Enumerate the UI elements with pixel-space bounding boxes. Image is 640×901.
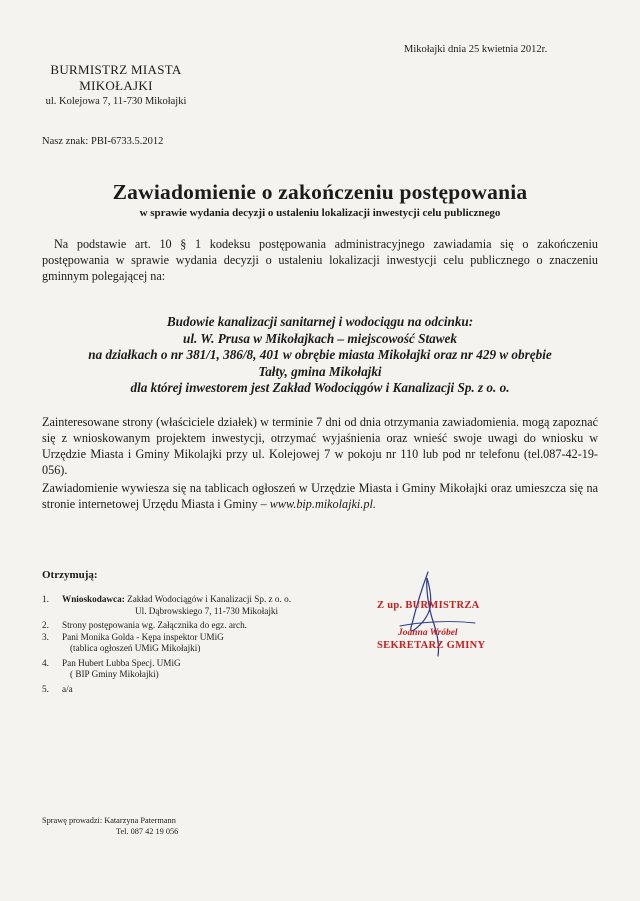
handwritten-signature — [370, 568, 500, 668]
publication-text: Zawiadomienie wywiesza się na tablicach ogłoszeń w Urzędzie Miasta i Gminy Mikołajki oraz umieszcza się na stronie internetowej Urzędu Miasta i Gminy – — [42, 481, 598, 511]
stamp-line-2: Joanna Wróbel — [398, 628, 458, 638]
applicant-address: Ul. Dąbrowskiego 7, 11-730 Mikołajki — [135, 605, 279, 616]
recipient-text: Pan Hubert Lubba Specj. UMiG — [62, 657, 181, 668]
footer-contact — [42, 815, 178, 837]
list-item — [42, 594, 291, 606]
case-officer: Sprawę prowadzi: Katarzyna Patermann — [42, 816, 176, 825]
list-item — [42, 632, 291, 644]
stamp-line-3: SEKRETARZ GMINY — [377, 640, 486, 651]
stamp-line-1: Z up. BURMISTRZA — [377, 600, 480, 611]
document-date: Mikołajki dnia 25 kwietnia 2012r. — [404, 44, 548, 55]
list-number: 2. — [42, 620, 49, 630]
applicant-label: Wnioskodawca: — [62, 594, 125, 604]
list-number: 4. — [42, 657, 49, 668]
subject-line: Tałty, gmina Mikołajki — [258, 363, 382, 379]
list-item — [42, 684, 291, 696]
reference-number: Nasz znak: PBI-6733.5.2012 — [42, 136, 164, 147]
recipients-list — [42, 594, 291, 695]
intro-paragraph: Na podstawie art. 10 § 1 kodeksu postępowania administracyjnego zawiadamia się o zakończeniu postępowania w sprawie wydania decyzji o ustaleniu lokalizacji inwestycji celu publicznego o znaczeniu gminnym polegającej na: — [42, 237, 598, 283]
document-title: Zawiadomienie o zakończeniu postępowania — [112, 180, 528, 204]
consultation-paragraph: Zainteresowane strony (właściciele działek) w terminie 7 dni od dnia otrzymania zawiadomienia. mogą zapoznać się z wnioskowanym projektem inwestycji, otrzymać wyjaśnienia oraz wnieść swoje uwagi do wniosku w Urzędzie Miasta i Gminy Mikolajki przy ul. Kolejowej 7 w pokoju nr 110 lub pod nr telefonu (tel.087-42-19-056). — [42, 415, 598, 477]
publication-paragraph — [42, 480, 598, 512]
sender-title-line1: BURMISTRZ MIASTA — [50, 62, 182, 77]
subject-line: na działkach o nr 381/1, 386/8, 401 w obrębie miasta Mikołajki oraz nr 429 w obrębie — [88, 347, 552, 362]
recipient-text: Pani Monika Golda - Kępa inspektor UMiG — [62, 631, 224, 642]
applicant-name: Zakład Wodociągów i Kanalizacji Sp. z o. o. — [124, 594, 292, 604]
recipient-note: ( BIP Gminy Mikołajki) — [70, 669, 159, 679]
sender-block — [38, 62, 194, 109]
recipient-text: Strony postępowania wg. Załącznika do egz. arch. — [62, 620, 247, 630]
sender-title-line2: MIKOŁAJKI — [79, 78, 153, 93]
bip-website-link[interactable]: www.bip.mikolajki.pl. — [269, 497, 376, 511]
list-number: 5. — [42, 683, 49, 694]
subject-line: dla której inwestorem jest Zakład Wodociągów i Kanalizacji Sp. z o. o. — [130, 380, 510, 395]
list-item — [42, 658, 291, 670]
list-item — [42, 620, 291, 632]
case-officer-phone: Tel. 087 42 19 056 — [116, 827, 179, 836]
sender-address: ul. Kolejowa 7, 11-730 Mikołajki — [45, 96, 187, 107]
recipients-heading: Otrzymują: — [42, 569, 98, 581]
recipient-note: (tablica ogłoszeń UMiG Mikołajki) — [70, 643, 201, 653]
subject-line: ul. W. Prusa w Mikołajkach – miejscowość Stawek — [183, 330, 457, 346]
list-number: 1. — [42, 594, 49, 604]
recipient-text: a/a — [62, 683, 73, 694]
subject-line: Budowie kanalizacji sanitarnej i wodociągu na odcinku: — [166, 314, 474, 329]
document-subtitle: w sprawie wydania decyzji o ustaleniu lokalizacji inwestycji celu publicznego — [139, 207, 501, 219]
investment-subject — [40, 314, 600, 397]
list-number: 3. — [42, 631, 49, 642]
